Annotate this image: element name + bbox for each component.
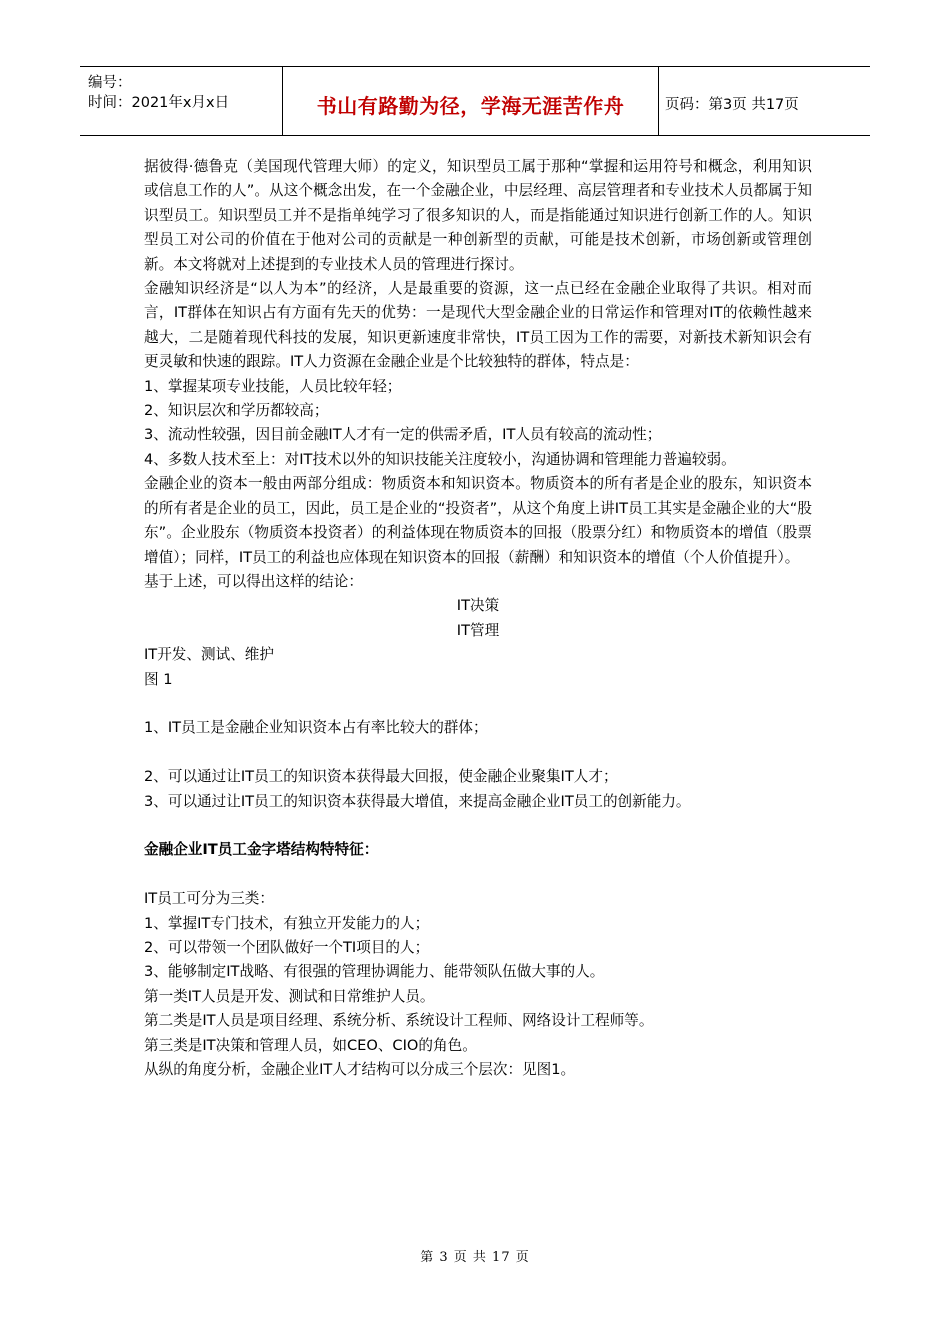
header-meta: [80, 67, 283, 135]
paragraph: 第三类是IT决策和管理人员，如CEO、CIO的角色。: [144, 1036, 477, 1054]
paragraph: 第一类IT人员是开发、测试和日常维护人员。: [144, 987, 435, 1005]
figure-level-development: IT开发、测试、维护: [144, 646, 274, 664]
figure-level-decision: IT决策: [456, 597, 500, 615]
paragraph: 金融企业的资本一般由两部分组成：物质资本和知识资本。物质资本的所有者是企业的股东，知识资本的所有者是企业的员工，因此，员工是企业的“投资者”，从这个角度上讲IT员工其实是金融企业的大“股东”。企业股东（物质资本投资者）的利益体现在物质资本的回报（股票分红）和物质资本的增值（股票增值）；同样，IT员工的利益也应体现在知识资本的回报（薪酬）和知识资本的增值（个人价值提升）。: [144, 475, 812, 566]
list-item: 3、流动性较强，因目前金融IT人才有一定的供需矛盾，IT人员有较高的流动性；: [144, 426, 662, 444]
paragraph: 金融知识经济是“以人为本”的经济，人是最重要的资源，这一点已经在金融企业取得了共识。相对而言，IT群体在知识占有方面有先天的优势：一是现代大型金融企业的日常运作和管理对IT的依赖性越来越大，二是随着现代科技的发展，知识更新速度非常快，IT员工因为工作的需要，对新技术新知识会有更灵敏和快速的跟踪。IT人力资源在金融企业是个比较独特的群体，特点是：: [144, 280, 812, 371]
document-body: [144, 155, 812, 1082]
conclusion-item: 1、IT员工是金融企业知识资本占有率比较大的群体；: [144, 719, 488, 737]
page-footer: 第 3 页 共 17 页: [420, 1250, 530, 1265]
paragraph: 据彼得·德鲁克（美国现代管理大师）的定义，知识型员工属于那种“掌握和运用符号和概念，利用知识或信息工作的人”。从这个概念出发，在一个金融企业，中层经理、高层管理者和专业技术人员都属于知识型员工。知识型员工并不是指单纯学习了很多知识的人，而是指能通过知识进行创新工作的人。知识型员工对公司的价值在于他对公司的贡献是一种创新型的贡献，可能是技术创新，市场创新或管理创新。本文将就对上述提到的专业技术人员的管理进行探讨。: [144, 158, 812, 273]
list-item: 2、可以带领一个团队做好一个TI项目的人；: [144, 938, 430, 956]
list-item: 4、多数人技术至上：对IT技术以外的知识技能关注度较小，沟通协调和管理能力普遍较弱。: [144, 450, 736, 468]
header-page-number: 页码：第3页 共17页: [665, 96, 799, 113]
document-date: 时间：2021年x月x日: [88, 95, 230, 111]
section-heading: 金融企业IT员工金字塔结构特特征：: [144, 841, 379, 859]
page-header: [80, 66, 870, 136]
figure-level-management: IT管理: [456, 621, 500, 639]
paragraph: 基于上述，可以得出这样的结论：: [144, 572, 363, 590]
figure-caption: 图 1: [144, 670, 173, 688]
header-motto: 书山有路勤为径，学海无涯苦作舟: [283, 67, 659, 135]
document-number: 编号：: [88, 75, 132, 91]
conclusion-item: 2、可以通过让IT员工的知识资本获得最大回报，使金融企业聚集IT人才；: [144, 768, 618, 786]
list-item: 3、能够制定IT战略、有很强的管理协调能力、能带领队伍做大事的人。: [144, 963, 605, 981]
list-item: 2、知识层次和学历都较高；: [144, 402, 329, 420]
paragraph: 第二类是IT人员是项目经理、系统分析、系统设计工程师、网络设计工程师等。: [144, 1012, 654, 1030]
conclusion-item: 3、可以通过让IT员工的知识资本获得最大增值，来提高金融企业IT员工的创新能力。: [144, 792, 691, 810]
paragraph: 从纵的角度分析，金融企业IT人才结构可以分成三个层次：见图1。: [144, 1060, 576, 1078]
classification-intro: IT员工可分为三类：: [144, 890, 274, 908]
list-item: 1、掌握某项专业技能，人员比较年轻；: [144, 377, 402, 395]
list-item: 1、掌握IT专门技术，有独立开发能力的人；: [144, 914, 430, 932]
